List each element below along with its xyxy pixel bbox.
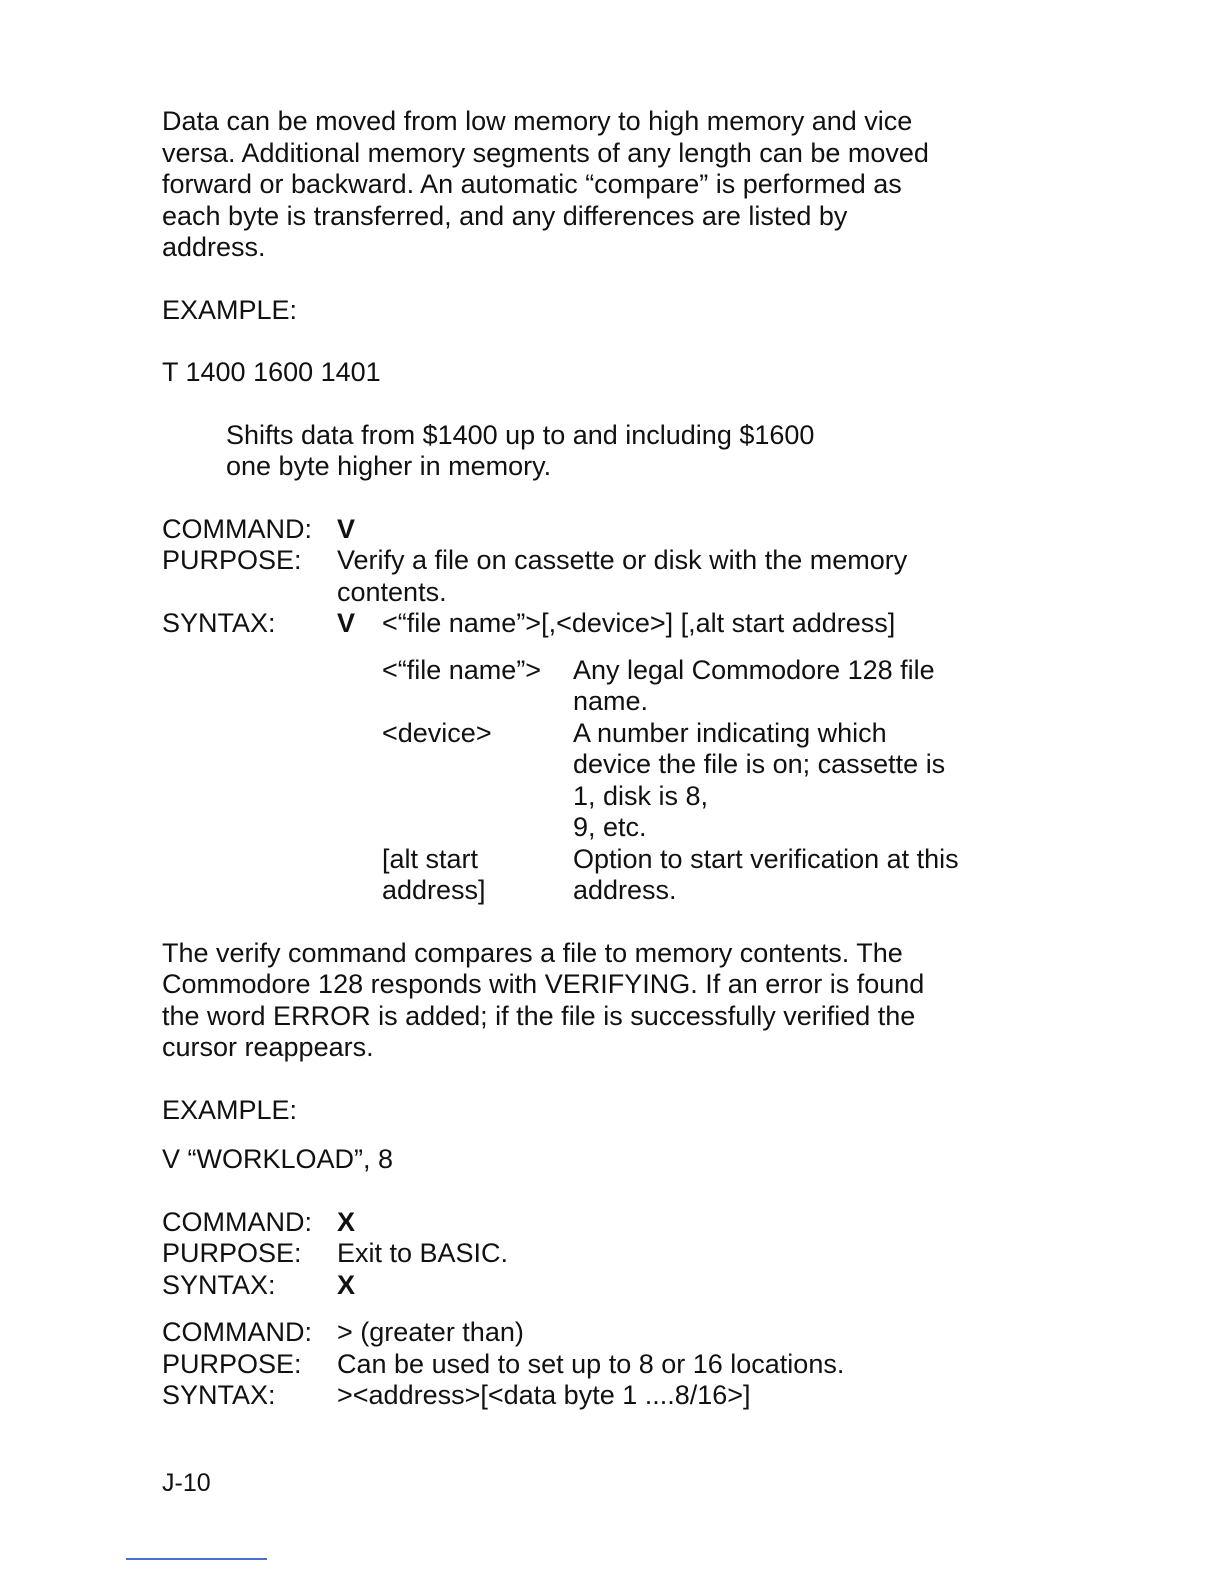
param-desc bbox=[573, 844, 1002, 907]
text-line: forward or backward. An automatic “compare” is performed as bbox=[162, 169, 902, 199]
param-name bbox=[382, 655, 573, 718]
command-v-block bbox=[162, 514, 1002, 907]
command-label: COMMAND: bbox=[162, 1317, 312, 1347]
text-line: versa. Additional memory segments of any length can be moved bbox=[162, 137, 929, 168]
command-name: V bbox=[337, 513, 356, 544]
text-line: Data can be moved from low memory to high memory and vice bbox=[162, 106, 913, 136]
command-name: > (greater than) bbox=[337, 1317, 524, 1347]
purpose-text bbox=[337, 545, 1002, 608]
purpose-label: PURPOSE: bbox=[162, 545, 302, 575]
syntax-text: ><address>[<data byte 1 ....8/16>] bbox=[337, 1380, 751, 1410]
text-line: the word ERROR is added; if the file is successfully verified the bbox=[162, 1000, 916, 1031]
text-line: 9, etc. bbox=[573, 812, 647, 842]
param-name bbox=[382, 718, 573, 844]
command-gt-block bbox=[162, 1317, 1002, 1412]
text-line: A number indicating which bbox=[573, 717, 887, 748]
command-name: X bbox=[337, 1206, 356, 1237]
text-line: one byte higher in memory. bbox=[226, 451, 552, 481]
command-label: COMMAND: bbox=[162, 513, 312, 544]
text-line: [alt start bbox=[382, 843, 479, 874]
text-line: Any legal Commodore 128 file bbox=[573, 654, 935, 685]
param-name bbox=[382, 844, 573, 907]
syntax-text: X bbox=[337, 1269, 356, 1300]
parameter-table bbox=[382, 655, 1002, 907]
syntax-label: SYNTAX: bbox=[162, 1269, 276, 1300]
text-line: cursor reappears. bbox=[162, 1032, 374, 1062]
purpose-label: PURPOSE: bbox=[162, 1348, 302, 1379]
footer-rule bbox=[126, 1558, 267, 1560]
example-description bbox=[162, 420, 1002, 483]
text-line: The verify command compares a file to memory contents. The bbox=[162, 937, 903, 968]
text-line: Option to start verification at this bbox=[573, 843, 959, 874]
example-code: T 1400 1600 1401 bbox=[162, 357, 381, 387]
text-line: <“file name”> bbox=[382, 654, 542, 685]
syntax-args: <“file name”>[,<device>] [,alt start address] bbox=[382, 608, 896, 638]
purpose-text: Exit to BASIC. bbox=[337, 1238, 509, 1268]
example-heading: EXAMPLE: bbox=[162, 294, 298, 325]
syntax-label: SYNTAX: bbox=[162, 608, 276, 638]
syntax-command: V bbox=[337, 608, 356, 638]
purpose-text: Can be used to set up to 8 or 16 locations. bbox=[337, 1348, 845, 1379]
example-code: V “WORKLOAD”, 8 bbox=[162, 1144, 394, 1174]
text-line: 1, disk is 8, bbox=[573, 780, 709, 811]
purpose-label: PURPOSE: bbox=[162, 1238, 302, 1268]
text-line: device the file is on; cassette is bbox=[573, 749, 946, 779]
example-heading: EXAMPLE: bbox=[162, 1094, 298, 1125]
syntax-text bbox=[337, 608, 1002, 640]
text-line: each byte is transferred, and any differences are listed by bbox=[162, 200, 848, 231]
verify-description bbox=[162, 938, 1002, 1064]
param-desc bbox=[573, 718, 1002, 844]
text-line: Commodore 128 responds with VERIFYING. If an error is found bbox=[162, 969, 925, 999]
text-line: address. bbox=[162, 232, 266, 262]
text-line: address] bbox=[382, 875, 486, 905]
text-line: Shifts data from $1400 up to and including $1600 bbox=[226, 419, 815, 450]
text-line: Verify a file on cassette or disk with the memory bbox=[337, 545, 908, 575]
syntax-label: SYNTAX: bbox=[162, 1380, 276, 1410]
text-line: name. bbox=[573, 686, 649, 716]
command-label: COMMAND: bbox=[162, 1206, 312, 1237]
param-desc bbox=[573, 655, 1002, 718]
command-x-block bbox=[162, 1207, 1002, 1302]
text-line: contents. bbox=[337, 576, 447, 607]
document-page bbox=[162, 106, 1002, 1412]
text-line: address. bbox=[573, 875, 677, 905]
intro-paragraph bbox=[162, 106, 1002, 264]
page-number: J-10 bbox=[162, 1469, 211, 1497]
text-line: <device> bbox=[382, 717, 492, 748]
